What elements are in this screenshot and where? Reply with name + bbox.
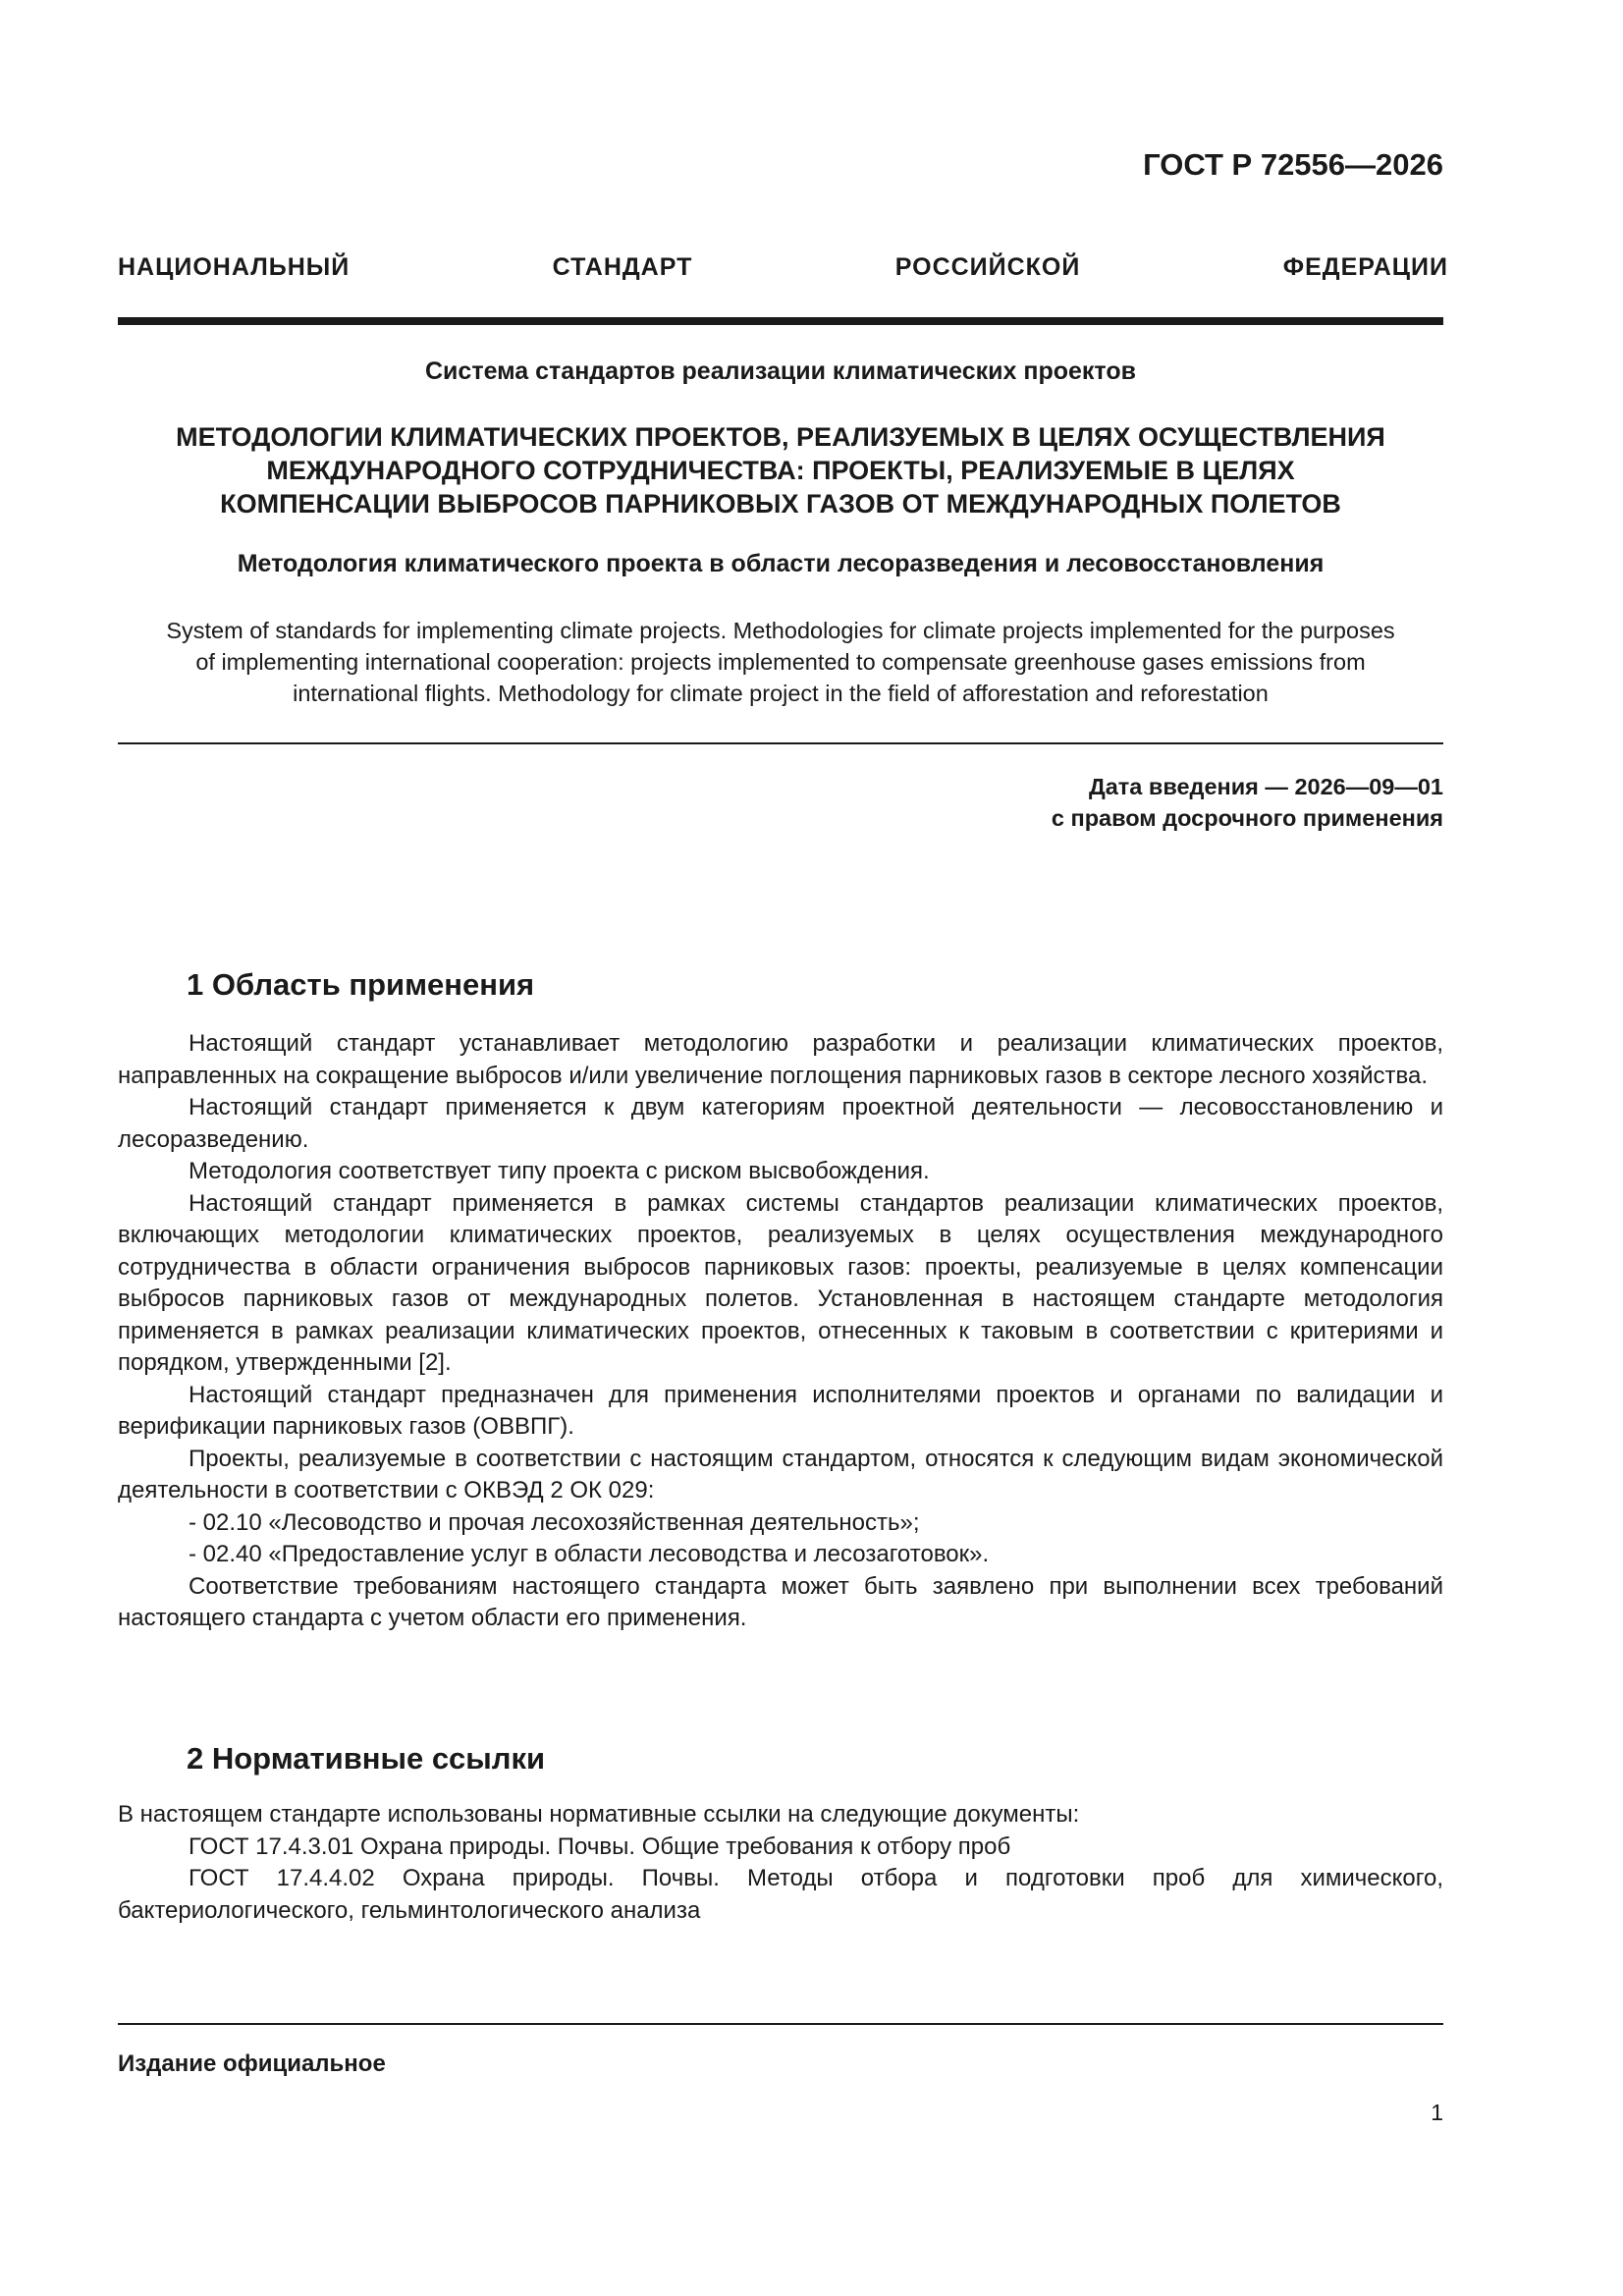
english-title [118,615,1443,709]
main-title-line: МЕЖДУНАРОДНОГО СОТРУДНИЧЕСТВА: ПРОЕКТЫ, РЕАЛИЗУЕМЫЕ В ЦЕЛЯХ [266,456,1295,485]
english-title-line: System of standards for implementing climate projects. Methodologies for climate projects implemented for the purposes [166,618,1395,643]
page-number: 1 [1431,2100,1443,2125]
introduction-date-line: Дата введения — 2026—09—01 [1088,774,1443,799]
early-application-note: с правом досрочного применения [1051,805,1443,831]
paragraph: Соответствие требованиям настоящего стандарта может быть заявлено при выполнении всех требований настоящего стандарта с учетом области его применения. [118,1572,1443,1631]
main-title [118,420,1443,520]
english-title-line: international flights. Methodology for climate project in the field of afforestation and reforestation [293,681,1269,706]
national-standard-banner: НАЦИОНАЛЬНЫЙ СТАНДАРТ РОССИЙСКОЙ ФЕДЕРАЦИИ [118,253,1448,281]
paragraph: Настоящий стандарт применяется в рамках системы стандартов реализации климатических проектов, включающих методологии климатических проектов, реализуемых в целях осуществления международного сотрудничества в области ограничения выбросов парниковых газов: проекты, реализуемые в целях компенсации выбросов парниковых газов от международных полетов. Установленная в настоящем стандарте методология применяется в рамках реализации климатических проектов, отнесенных к таковым в соответствии с критериями и порядком, утвержденными [2]. [118,1189,1443,1376]
english-title-line: of implementing international cooperation: projects implemented to compensate greenhouse gases emissions from [195,649,1366,675]
introduction-date [118,771,1443,834]
paragraph: В настоящем стандарте использованы нормативные ссылки на следующие документы: [118,1801,1080,1828]
header-divider [118,317,1443,325]
reference-item: ГОСТ 17.4.4.02 Охрана природы. Почвы. Методы отбора и подготовки проб для химического, бактериологического, гельминтологического анализа [118,1865,1443,1924]
reference-item: ГОСТ 17.4.3.01 Охрана природы. Почвы. Общие требования к отбору проб [189,1832,1011,1860]
section-heading-references: 2 Нормативные ссылки [187,1741,546,1776]
section-scope-body [118,1028,1443,1635]
standards-system-title: Система стандартов реализации климатических проектов [425,357,1136,385]
official-edition-label: Издание официальное [118,2050,386,2077]
standard-code: ГОСТ Р 72556—2026 [1143,147,1443,182]
footer-divider [118,2023,1443,2025]
section-heading-scope: 1 Область применения [187,967,535,1002]
paragraph: Настоящий стандарт устанавливает методологию разработки и реализации климатических проектов, направленных на сокращение выбросов и/или увеличение поглощения парниковых газов в секторе лесного хозяйства. [118,1030,1443,1089]
list-item: - 02.10 «Лесоводство и прочая лесохозяйственная деятельность»; [189,1508,920,1536]
paragraph: Проекты, реализуемые в соответствии с настоящим стандартом, относятся к следующим видам экономической деятельности в соответствии с ОКВЭД 2 ОК 029: [118,1445,1443,1503]
paragraph: Настоящий стандарт применяется к двум категориям проектной деятельности — лесовосстановлению и лесоразведению. [118,1094,1443,1153]
section-references-body [118,1799,1443,1927]
main-title-line: КОМПЕНСАЦИИ ВЫБРОСОВ ПАРНИКОВЫХ ГАЗОВ ОТ МЕЖДУНАРОДНЫХ ПОЛЕТОВ [220,489,1341,519]
paragraph: Методология соответствует типу проекта с риском высвобождения. [189,1158,930,1184]
paragraph: Настоящий стандарт предназначен для применения исполнителями проектов и органами по валидации и верификации парниковых газов (ОВВПГ). [118,1381,1443,1440]
title-divider [118,742,1443,744]
main-title-line: МЕТОДОЛОГИИ КЛИМАТИЧЕСКИХ ПРОЕКТОВ, РЕАЛИЗУЕМЫХ В ЦЕЛЯХ ОСУЩЕСТВЛЕНИЯ [176,422,1385,452]
methodology-subtitle: Методология климатического проекта в области лесоразведения и лесовосстановления [237,550,1325,577]
list-item: - 02.40 «Предоставление услуг в области лесоводства и лесозаготовок». [189,1541,990,1567]
